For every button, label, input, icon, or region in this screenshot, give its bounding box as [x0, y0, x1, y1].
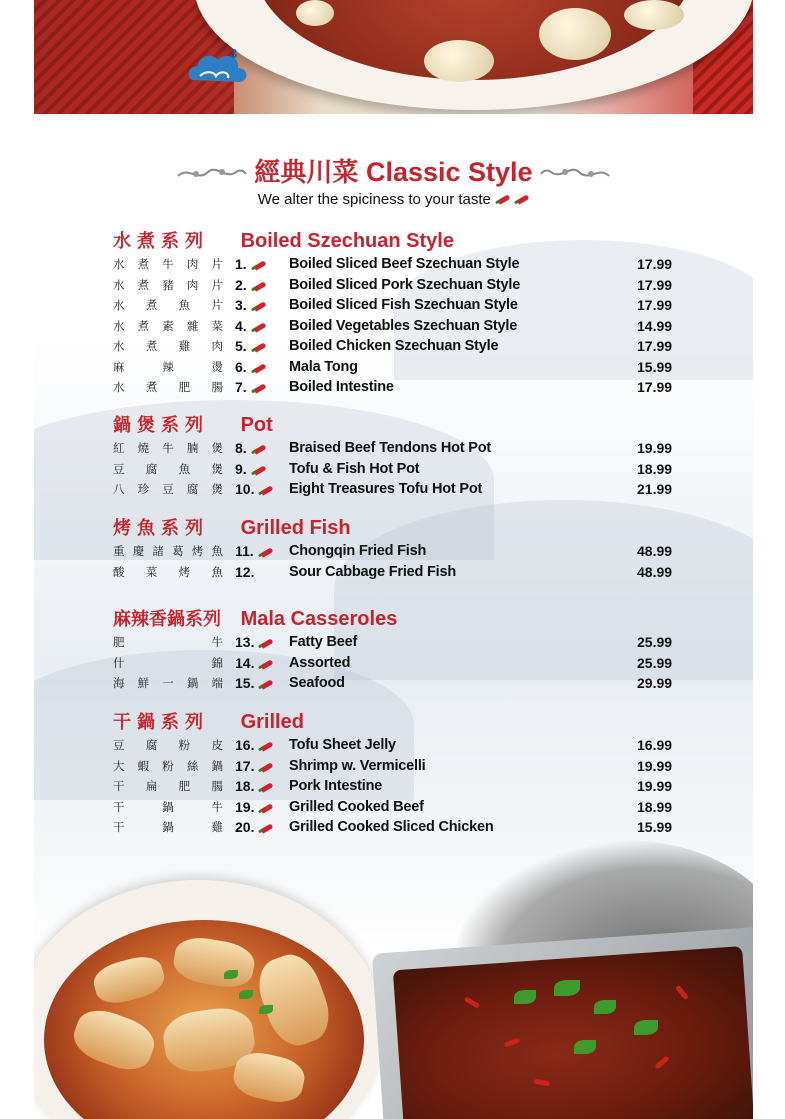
item-price: 16.99: [637, 737, 673, 753]
menu-item: [113, 459, 733, 480]
chili-pepper-icon: [261, 659, 274, 669]
section-heading-english: Pot: [240, 414, 273, 436]
item-number-text: 18.: [235, 778, 255, 794]
item-number-text: 5.: [235, 338, 247, 354]
item-price: 17.99: [637, 379, 673, 395]
menu-item: [113, 295, 733, 316]
item-chinese-name: 干鍋雞: [113, 820, 223, 834]
item-english-name: Boiled Vegetables Szechuan Style: [289, 317, 518, 334]
section-heading: [113, 515, 733, 541]
item-chinese-name: 干扁肥腸: [113, 779, 223, 793]
item-english-name: Assorted: [289, 654, 351, 671]
item-number-text: 12.: [235, 563, 255, 580]
item-number-text: 2.: [235, 276, 247, 293]
item-price: 18.99: [637, 798, 673, 815]
menu-item: [113, 357, 733, 378]
section-heading-english: Boiled Szechuan Style: [240, 230, 454, 252]
cilantro-garnish: [514, 990, 536, 1004]
chili-pepper-icon: [253, 260, 266, 270]
item-number-text: 9.: [235, 460, 247, 477]
section-mala-casseroles: [113, 606, 733, 694]
chili-pepper-icon: [253, 342, 266, 352]
item-price: 19.99: [637, 778, 673, 794]
item-number: [235, 735, 287, 756]
item-price: 15.99: [637, 358, 673, 375]
menu-item: [113, 254, 733, 275]
item-number: [235, 653, 287, 674]
cloud-icon: [184, 46, 254, 92]
ornament-swirl-icon: [539, 162, 611, 184]
item-price: 17.99: [637, 256, 673, 272]
item-english-name: Boiled Chicken Szechuan Style: [289, 338, 499, 354]
dumpling: [424, 40, 494, 82]
item-number-text: 13.: [235, 634, 255, 650]
cilantro-garnish: [634, 1020, 658, 1035]
item-english-name: Boiled Sliced Fish Szechuan Style: [289, 297, 518, 313]
item-english-name: Pork Intestine: [289, 778, 383, 794]
section-heading-chinese: 麻辣香鍋系列: [113, 609, 221, 630]
item-chinese-name: 肥牛: [113, 635, 223, 649]
item-english-name: Shrimp w. Vermicelli: [289, 757, 426, 774]
item-number-text: 16.: [235, 737, 255, 753]
item-price: 29.99: [637, 675, 673, 691]
item-chinese-name: 水煮肥腸: [113, 380, 223, 394]
item-number: [235, 541, 287, 562]
item-english-name: Mala Tong: [289, 358, 358, 375]
item-english-name: Boiled Sliced Pork Szechuan Style: [289, 276, 521, 293]
menu-item: [113, 316, 733, 337]
item-price: 18.99: [637, 460, 673, 477]
menu-item: [113, 797, 733, 818]
menu-item: [113, 275, 733, 296]
menu-item: [113, 336, 733, 357]
dumpling: [296, 0, 334, 26]
spice-note: [34, 191, 753, 208]
item-number-text: 4.: [235, 317, 247, 334]
item-number-text: 19.: [235, 798, 255, 815]
item-number: [235, 254, 287, 275]
item-number-text: 14.: [235, 654, 255, 671]
item-chinese-name: 豆腐魚煲: [113, 461, 223, 476]
item-price: 17.99: [637, 297, 673, 313]
item-number-text: 20.: [235, 819, 255, 835]
chili-pepper-icon: [253, 281, 266, 291]
item-price: 48.99: [637, 543, 673, 559]
item-english-name: Grilled Cooked Sliced Chicken: [289, 819, 494, 835]
chili-pepper-icon: [498, 194, 511, 204]
title-chinese: 經典川菜: [254, 158, 359, 188]
item-chinese-name: 麻辣燙: [113, 359, 223, 374]
item-chinese-name: 海鮮一鍋端: [113, 676, 223, 690]
menu-item: [113, 673, 733, 694]
item-number: [235, 479, 287, 500]
chili-pepper-icon: [260, 547, 273, 557]
item-number: [235, 275, 287, 296]
section-heading: [113, 606, 733, 632]
chili-pepper-icon: [253, 301, 266, 311]
menu-item: [113, 632, 733, 653]
item-english-name: Grilled Cooked Beef: [289, 798, 424, 815]
item-number: [235, 673, 287, 694]
item-number-text: 8.: [235, 440, 247, 456]
chili-pepper-icon: [261, 803, 274, 813]
section-heading-english: Grilled: [240, 711, 304, 733]
top-food-photo: [34, 0, 753, 114]
item-number: [235, 459, 287, 480]
item-number-text: 6.: [235, 358, 247, 375]
chili-pepper-icon: [253, 363, 266, 373]
chili-pepper-icon: [253, 444, 266, 454]
item-price: 19.99: [637, 757, 673, 774]
item-number-text: 7.: [235, 379, 247, 395]
menu-item: [113, 377, 733, 398]
item-chinese-name: 酸菜烤魚: [113, 564, 223, 579]
title-english: Classic Style: [365, 157, 533, 187]
chili-pepper-icon: [261, 485, 274, 495]
section-heading-chinese: 烤魚系列: [113, 518, 209, 539]
subtitle-text: We alter the spiciness to your taste: [257, 191, 491, 208]
menu-item: [113, 735, 733, 756]
menu-item: [113, 653, 733, 674]
item-price: 15.99: [637, 819, 673, 835]
section-heading-chinese: 干鍋系列: [113, 712, 209, 733]
chili-pepper-icon: [261, 638, 274, 648]
menu-item: [113, 479, 733, 500]
section-heading: [113, 228, 733, 254]
item-chinese-name: 紅燒牛腩煲: [113, 441, 223, 455]
chili-pepper-icon: [261, 741, 274, 751]
item-price: 17.99: [637, 276, 673, 293]
chili-pepper-icon: [517, 194, 530, 204]
item-price: 25.99: [637, 634, 673, 650]
menu-item: [113, 438, 733, 459]
item-number: [235, 357, 287, 378]
item-english-name: Boiled Intestine: [289, 379, 394, 395]
cilantro-garnish: [574, 1040, 596, 1054]
herb-garnish: [239, 990, 253, 999]
section-boiled: [113, 228, 733, 398]
herb-garnish: [259, 1005, 273, 1014]
ornament-swirl-icon: [176, 162, 248, 184]
item-chinese-name: 什錦: [113, 655, 223, 670]
item-price: 21.99: [637, 481, 673, 497]
menu-item: [113, 756, 733, 777]
chili-pepper-icon: [253, 383, 266, 393]
menu-item: [113, 776, 733, 797]
cilantro-garnish: [554, 980, 580, 996]
item-english-name: Seafood: [289, 675, 345, 691]
item-price: 25.99: [637, 654, 673, 671]
page-number: 3: [230, 46, 238, 61]
chili-pepper-icon: [261, 782, 274, 792]
menu-page: [34, 0, 753, 1119]
section-heading-english: Mala Casseroles: [240, 608, 398, 630]
item-english-name: Braised Beef Tendons Hot Pot: [289, 440, 491, 456]
dumpling: [624, 0, 684, 30]
chili-pepper-icon: [261, 679, 274, 689]
item-chinese-name: 重慶諸葛烤魚: [113, 544, 223, 558]
section-heading-chinese: 水煮系列: [113, 231, 209, 252]
menu-item: [113, 562, 733, 583]
bottom-food-photos: [34, 840, 753, 1119]
chili-pepper-icon: [261, 823, 274, 833]
chili-pepper-icon: [261, 762, 274, 772]
menu-title: [34, 152, 753, 189]
item-number-text: 1.: [235, 256, 247, 272]
item-english-name: Tofu Sheet Jelly: [289, 737, 396, 753]
item-chinese-name: 水煮雞肉: [113, 339, 223, 353]
item-number: [235, 756, 287, 777]
item-chinese-name: 大蝦粉絲鍋: [113, 758, 223, 773]
item-number: [235, 295, 287, 316]
item-number-text: 11.: [235, 543, 254, 559]
item-price: 17.99: [637, 338, 673, 354]
section-grilled: [113, 709, 733, 838]
section-heading-chinese: 鍋煲系列: [113, 415, 209, 436]
item-number-text: 17.: [235, 757, 255, 774]
item-english-name: Chongqin Fried Fish: [289, 543, 427, 559]
item-chinese-name: 水煮牛肉片: [113, 257, 223, 271]
item-number: [235, 817, 287, 838]
section-heading: [113, 412, 733, 438]
item-english-name: Sour Cabbage Fried Fish: [289, 563, 457, 580]
section-heading-english: Grilled Fish: [240, 517, 351, 539]
item-chinese-name: 八珍豆腐煲: [113, 482, 223, 496]
item-number: [235, 336, 287, 357]
section-heading: [113, 709, 733, 735]
grilled-fish-dish: [393, 946, 753, 1119]
item-english-name: Boiled Sliced Beef Szechuan Style: [289, 256, 520, 272]
section-grilled-fish: [113, 515, 733, 582]
item-number: [235, 562, 287, 583]
chili-pepper-icon: [253, 322, 266, 332]
item-chinese-name: 干鍋牛: [113, 799, 223, 814]
item-number-text: 15.: [235, 675, 255, 691]
item-number: [235, 377, 287, 398]
section-pot: [113, 412, 733, 500]
item-number-text: 10.: [235, 481, 255, 497]
item-english-name: Eight Treasures Tofu Hot Pot: [289, 481, 483, 497]
herb-garnish: [224, 970, 238, 979]
item-price: 14.99: [637, 317, 673, 334]
item-chinese-name: 水煮素雜菜: [113, 318, 223, 333]
item-number: [235, 438, 287, 459]
menu-item: [113, 817, 733, 838]
item-chinese-name: 水煮魚片: [113, 298, 223, 312]
item-price: 19.99: [637, 440, 673, 456]
cilantro-garnish: [594, 1000, 616, 1014]
item-chinese-name: 水煮豬肉片: [113, 277, 223, 292]
chili-pepper-icon: [253, 465, 266, 475]
item-english-name: Fatty Beef: [289, 634, 358, 650]
menu-item: [113, 541, 733, 562]
item-english-name: Tofu & Fish Hot Pot: [289, 460, 420, 477]
item-number: [235, 776, 287, 797]
item-chinese-name: 豆腐粉皮: [113, 738, 223, 752]
item-number: [235, 797, 287, 818]
item-number: [235, 632, 287, 653]
dumpling: [539, 8, 611, 60]
item-number: [235, 316, 287, 337]
item-price: 48.99: [637, 563, 673, 580]
item-number-text: 3.: [235, 297, 247, 313]
